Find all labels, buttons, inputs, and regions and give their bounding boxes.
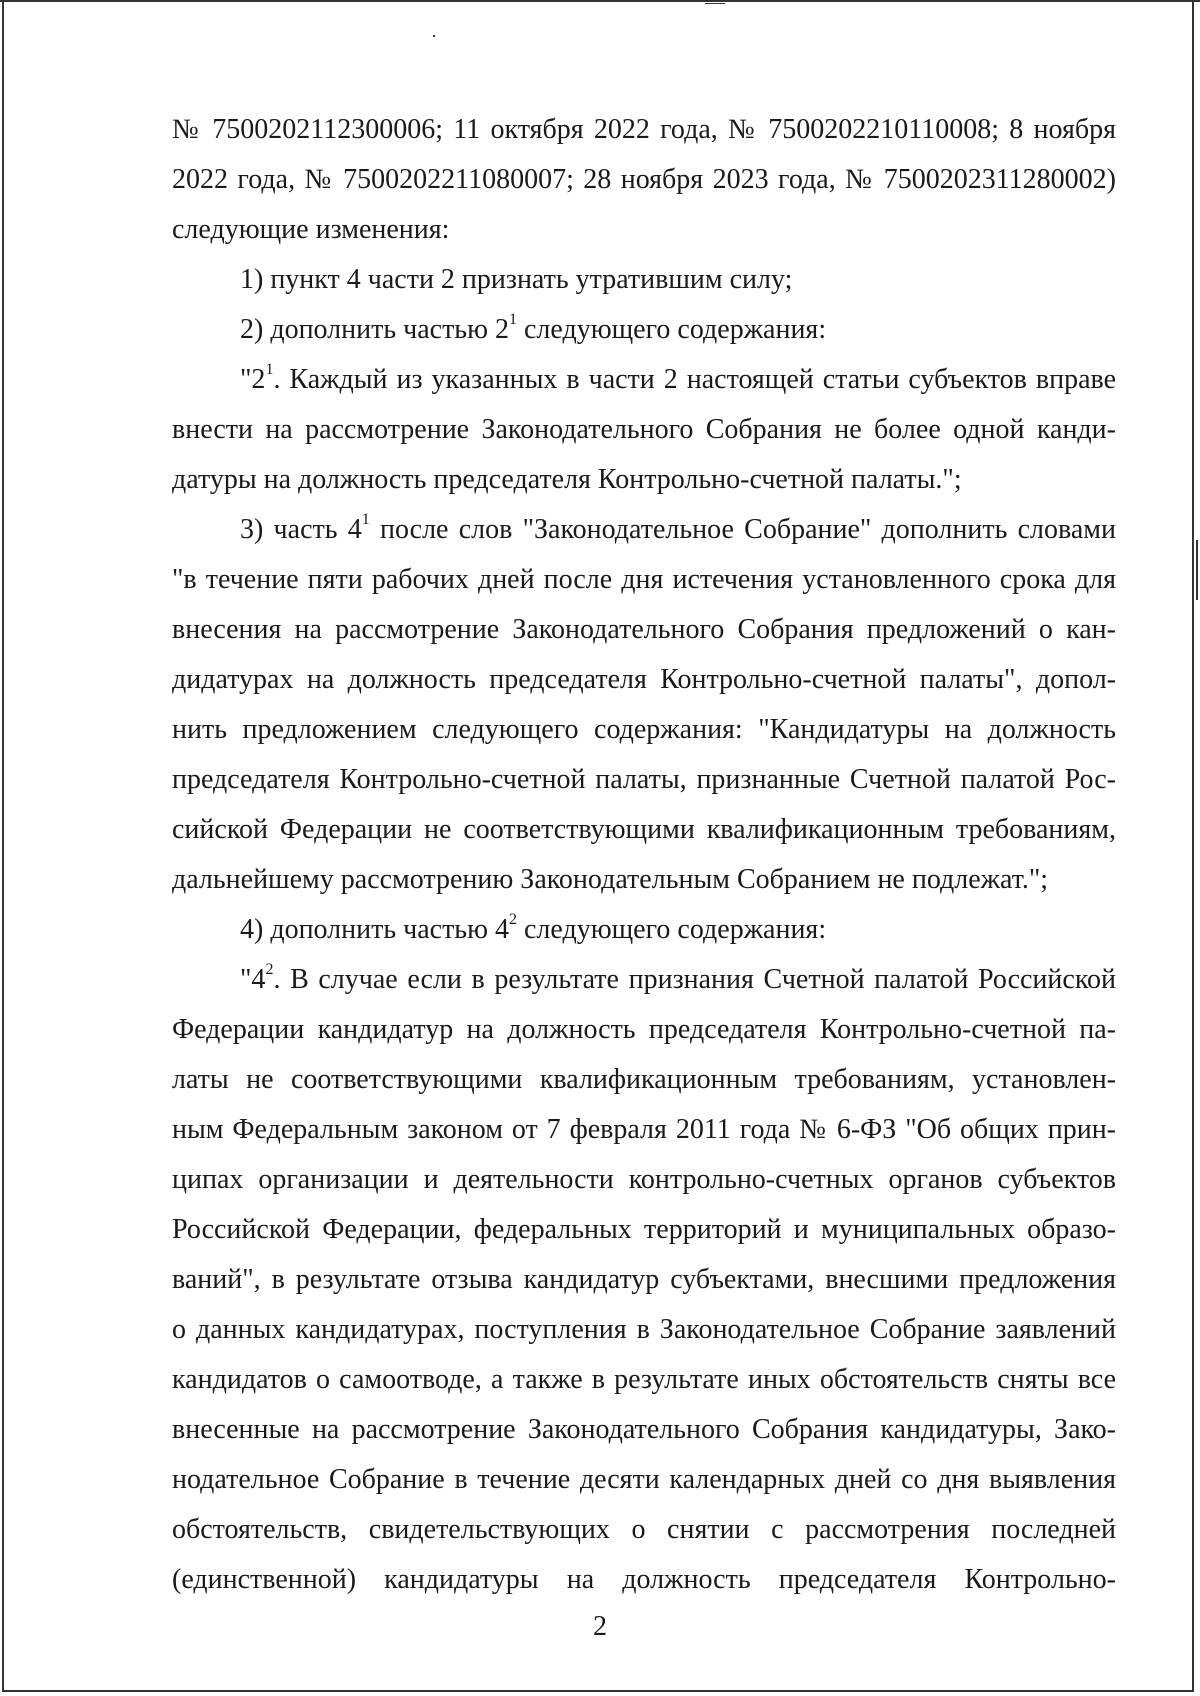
text-line: ципах организации и деятельности контрольно-счетных органов субъектов xyxy=(172,1164,1116,1195)
text-run: 4) дополнить частью 4 xyxy=(240,914,509,945)
text-line: сийской Федерации не соответствующими квалификационным требованиям, xyxy=(172,814,1116,845)
page-number: 2 xyxy=(593,1611,607,1642)
superscript: 2 xyxy=(509,910,517,928)
amendment-item-2 xyxy=(172,305,1116,355)
superscript: 1 xyxy=(509,310,517,328)
text-run: следующего содержания: xyxy=(517,314,827,345)
text-line: внести на рассмотрение Законодательного Собрания не более одной канди- xyxy=(172,414,1116,445)
scan-artifact-dash xyxy=(705,3,725,4)
text-run: . Каждый из указанных в части 2 настоящей статьи субъектов вправе xyxy=(273,364,1116,395)
text-line: № 7500202112300006; 11 октября 2022 года, № 7500202210110008; 8 ноября xyxy=(172,114,1116,145)
text-line: 2022 года, № 7500202211080007; 28 ноября 2023 года, № 7500202311280002) xyxy=(172,164,1116,195)
text-line: внесенные на рассмотрение Законодательного Собрания кандидатуры, Зако- xyxy=(172,1414,1116,1445)
text-line: "в течение пяти рабочих дней после дня истечения установленного срока для xyxy=(172,564,1116,595)
text-run: следующего содержания: xyxy=(517,914,827,945)
text-run: "4 xyxy=(240,964,266,995)
text-line: обстоятельств, свидетельствующих о снятии с рассмотрения последней xyxy=(172,1514,1116,1545)
text-line: председателя Контрольно-счетной палаты, признанные Счетной палатой Рос- xyxy=(172,764,1116,795)
amendment-item-3 xyxy=(172,505,1116,555)
text-line: дальнейшему рассмотрению Законодательным Собранием не подлежат."; xyxy=(172,864,1049,895)
text-run: после слов "Законодательное Собрание" дополнить словами xyxy=(369,514,1116,545)
text-line: латы не соответствующими квалификационным требованиям, установлен- xyxy=(172,1064,1116,1095)
amendment-item-1: 1) пункт 4 части 2 признать утратившим силу; xyxy=(240,264,793,295)
text-run: . В случае если в результате признания Счетной палатой Российской xyxy=(273,964,1116,995)
text-line: следующие изменения: xyxy=(172,214,450,245)
superscript: 2 xyxy=(265,960,274,978)
text-line: (единственной) кандидатуры на должность председателя Контрольно- xyxy=(172,1564,1116,1595)
text-line: внесения на рассмотрение Законодательного Собрания предложений о кан- xyxy=(172,614,1116,645)
text-run: "2 xyxy=(240,364,266,395)
text-line: ным Федеральным законом от 7 февраля 2011 года № 6-ФЗ "Об общих прин- xyxy=(172,1114,1116,1145)
text-line: нодательное Собрание в течение десяти календарных дней со дня выявления xyxy=(172,1464,1116,1495)
scan-artifact-margin-line xyxy=(1196,540,1198,600)
quoted-part-4-2 xyxy=(172,955,1116,1005)
text-line: нить предложением следующего содержания: "Кандидатуры на должность xyxy=(172,714,1116,745)
text-line: Российской Федерации, федеральных территорий и муниципальных образо- xyxy=(172,1214,1116,1245)
text-line: Федерации кандидатур на должность председателя Контрольно-счетной па- xyxy=(172,1014,1116,1045)
text-run: 2) дополнить частью 2 xyxy=(240,314,509,345)
superscript: 1 xyxy=(361,510,370,528)
amendment-item-4 xyxy=(172,905,1116,955)
text-run: 3) часть 4 xyxy=(240,514,362,545)
scan-artifact-dot xyxy=(433,35,435,37)
quoted-part-2-1 xyxy=(172,355,1116,405)
superscript: 1 xyxy=(265,360,274,378)
document-body xyxy=(172,105,1116,1605)
text-line: дидатурах на должность председателя Контрольно-счетной палаты", допол- xyxy=(172,664,1116,695)
text-line: кандидатов о самоотводе, а также в результате иных обстоятельств сняты все xyxy=(172,1364,1116,1395)
text-line: датуры на должность председателя Контрольно-счетной палаты."; xyxy=(172,464,962,495)
text-line: ваний", в результате отзыва кандидатур субъектами, внесшими предложения xyxy=(172,1264,1116,1295)
text-line: о данных кандидатурах, поступления в Законодательное Собрание заявлений xyxy=(172,1314,1116,1345)
